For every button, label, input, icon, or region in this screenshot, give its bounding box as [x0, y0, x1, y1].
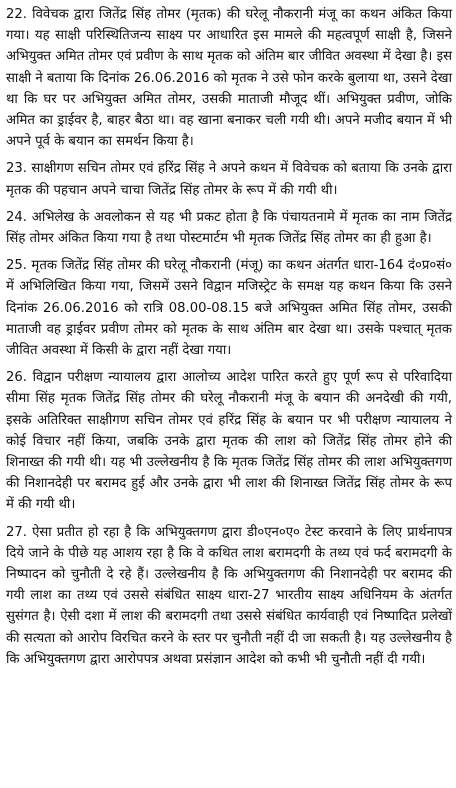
paragraph-25: 25. मृतक जितेंद्र सिंह तोमर की घरेलू नौकरानी (मंजू) का कथन अंतर्गत धारा-164 दं०प्र०सं० में अभिलिखित किया गया, जिसमें उसने विद्वान मजिस्ट्रेट के समक्ष यह कथन किया कि उसने दिनांक 26.06.2016 को रात्रि 08.00-08.15 बजे अभियुक्त अमित सिंह तोमर, उसकी माताजी वह ड्राईवर प्रवीण तोमर को मृतक के साथ अंतिम बार देखा था। उसके पश्चात् मृतक जीवित अवस्था में किसी के द्वारा नहीं देखा गया।: [6, 258, 452, 359]
paragraph-23: 23. साक्षीगण सचिन तोमर एवं हरिंद्र सिंह ने अपने कथन में विवेचक को बताया कि उनके द्वारा मृतक की पहचान अपने चाचा जितेंद्र सिंह तोमर के रूप में की गयी थी।: [6, 161, 452, 198]
paragraph-22: 22. विवेचक द्वारा जितेंद्र सिंह तोमर (मृतक) की घरेलू नौकरानी मंजू का कथन अंकित किया गया। यह साक्षी परिस्थितिजन्य साक्ष्य पर आधारित इस मामले की महत्वपूर्ण साक्षी है, जिसने अभियुक्त अमित तोमर एवं प्रवीण के साथ मृतक को अंतिम बार जीवित अवस्था में देखा है। इस साक्षी ने बताया कि दिनांक 26.06.2016 को मृतक ने उसे फोन करके बुलाया था, उसने देखा था कि घर पर अभियुक्त अमित तोमर, उसकी माताजी मौजूद थीं। अभियुक्त प्रवीण, जोकि अमित का ड्राईवर है, बाहर बैठा था। वह खाना बनाकर चली गयी थी। अपने मजीद बयान में भी अपने पूर्व के बयान का समर्थन किया है।: [6, 7, 452, 150]
paragraph-24: 24. अभिलेख के अवलोकन से यह भी प्रकट होता है कि पंचायतनामे में मृतक का नाम जितेंद्र सिंह तोमर अंकित किया गया है तथा पोस्टमार्टम भी मृतक जितेंद्र सिंह तोमर का ही हुआ है।: [6, 209, 452, 247]
paragraph-26: 26. विद्वान परीक्षण न्यायालय द्वारा आलोच्य आदेश पारित करते हुए पूर्ण रूप से परिवादिया सीमा सिंह मृतक जितेंद्र सिंह तोमर की घरेलू नौकरानी मंजू के बयान की अनदेखी की गयी, इसके अतिरिक्त साक्षीगण सचिन तोमर एवं हरिंद्र सिंह के बयान पर भी परीक्षण न्यायालय ने कोई विचार नहीं किया, जबकि उनके द्वारा मृतक की लाश को जितेंद्र सिंह तोमर होने की शिनाख्त की गयी थी। यह भी उल्लेखनीय है कि मृतक जितेंद्र सिंह तोमर की लाश अभियुक्तगण की निशानदेही पर बरामद हुई और उनके द्वारा भी लाश की शिनाख्त जितेंद्र सिंह तोमर के रूप में की गयी थी।: [6, 370, 452, 513]
paragraph-27: 27. ऐसा प्रतीत हो रहा है कि अभियुक्तगण द्वारा डी०एन०ए० टेस्ट करवाने के लिए प्रार्थनापत्र दिये जाने के पीछे यह आशय रहा है कि वे कथित लाश बरामदगी के तथ्य एवं फर्द बरामदगी के निष्पादन को चुनौती दे रहे हैं। उल्लेखनीय है कि अभियुक्तगण की निशानदेही पर बरामद की गयी लाश का तथ्य एवं उससे संबंधित साक्ष्य धारा-27 भारतीय साक्ष्य अधिनियम के अंतर्गत सुसंगत है। ऐसी दशा में लाश की बरामदगी तथा उससे संबंधित कार्यवाही एवं निष्पादित प्रलेखों की सत्यता को आरोप विरचित करने के स्तर पर चुनौती नहीं दी जा सकती है। यह उल्लेखनीय है कि अभियुक्तगण द्वारा आरोपपत्र अथवा प्रसंज्ञान आदेश को कभी भी चुनौती नहीं दी गयी।: [6, 524, 452, 667]
